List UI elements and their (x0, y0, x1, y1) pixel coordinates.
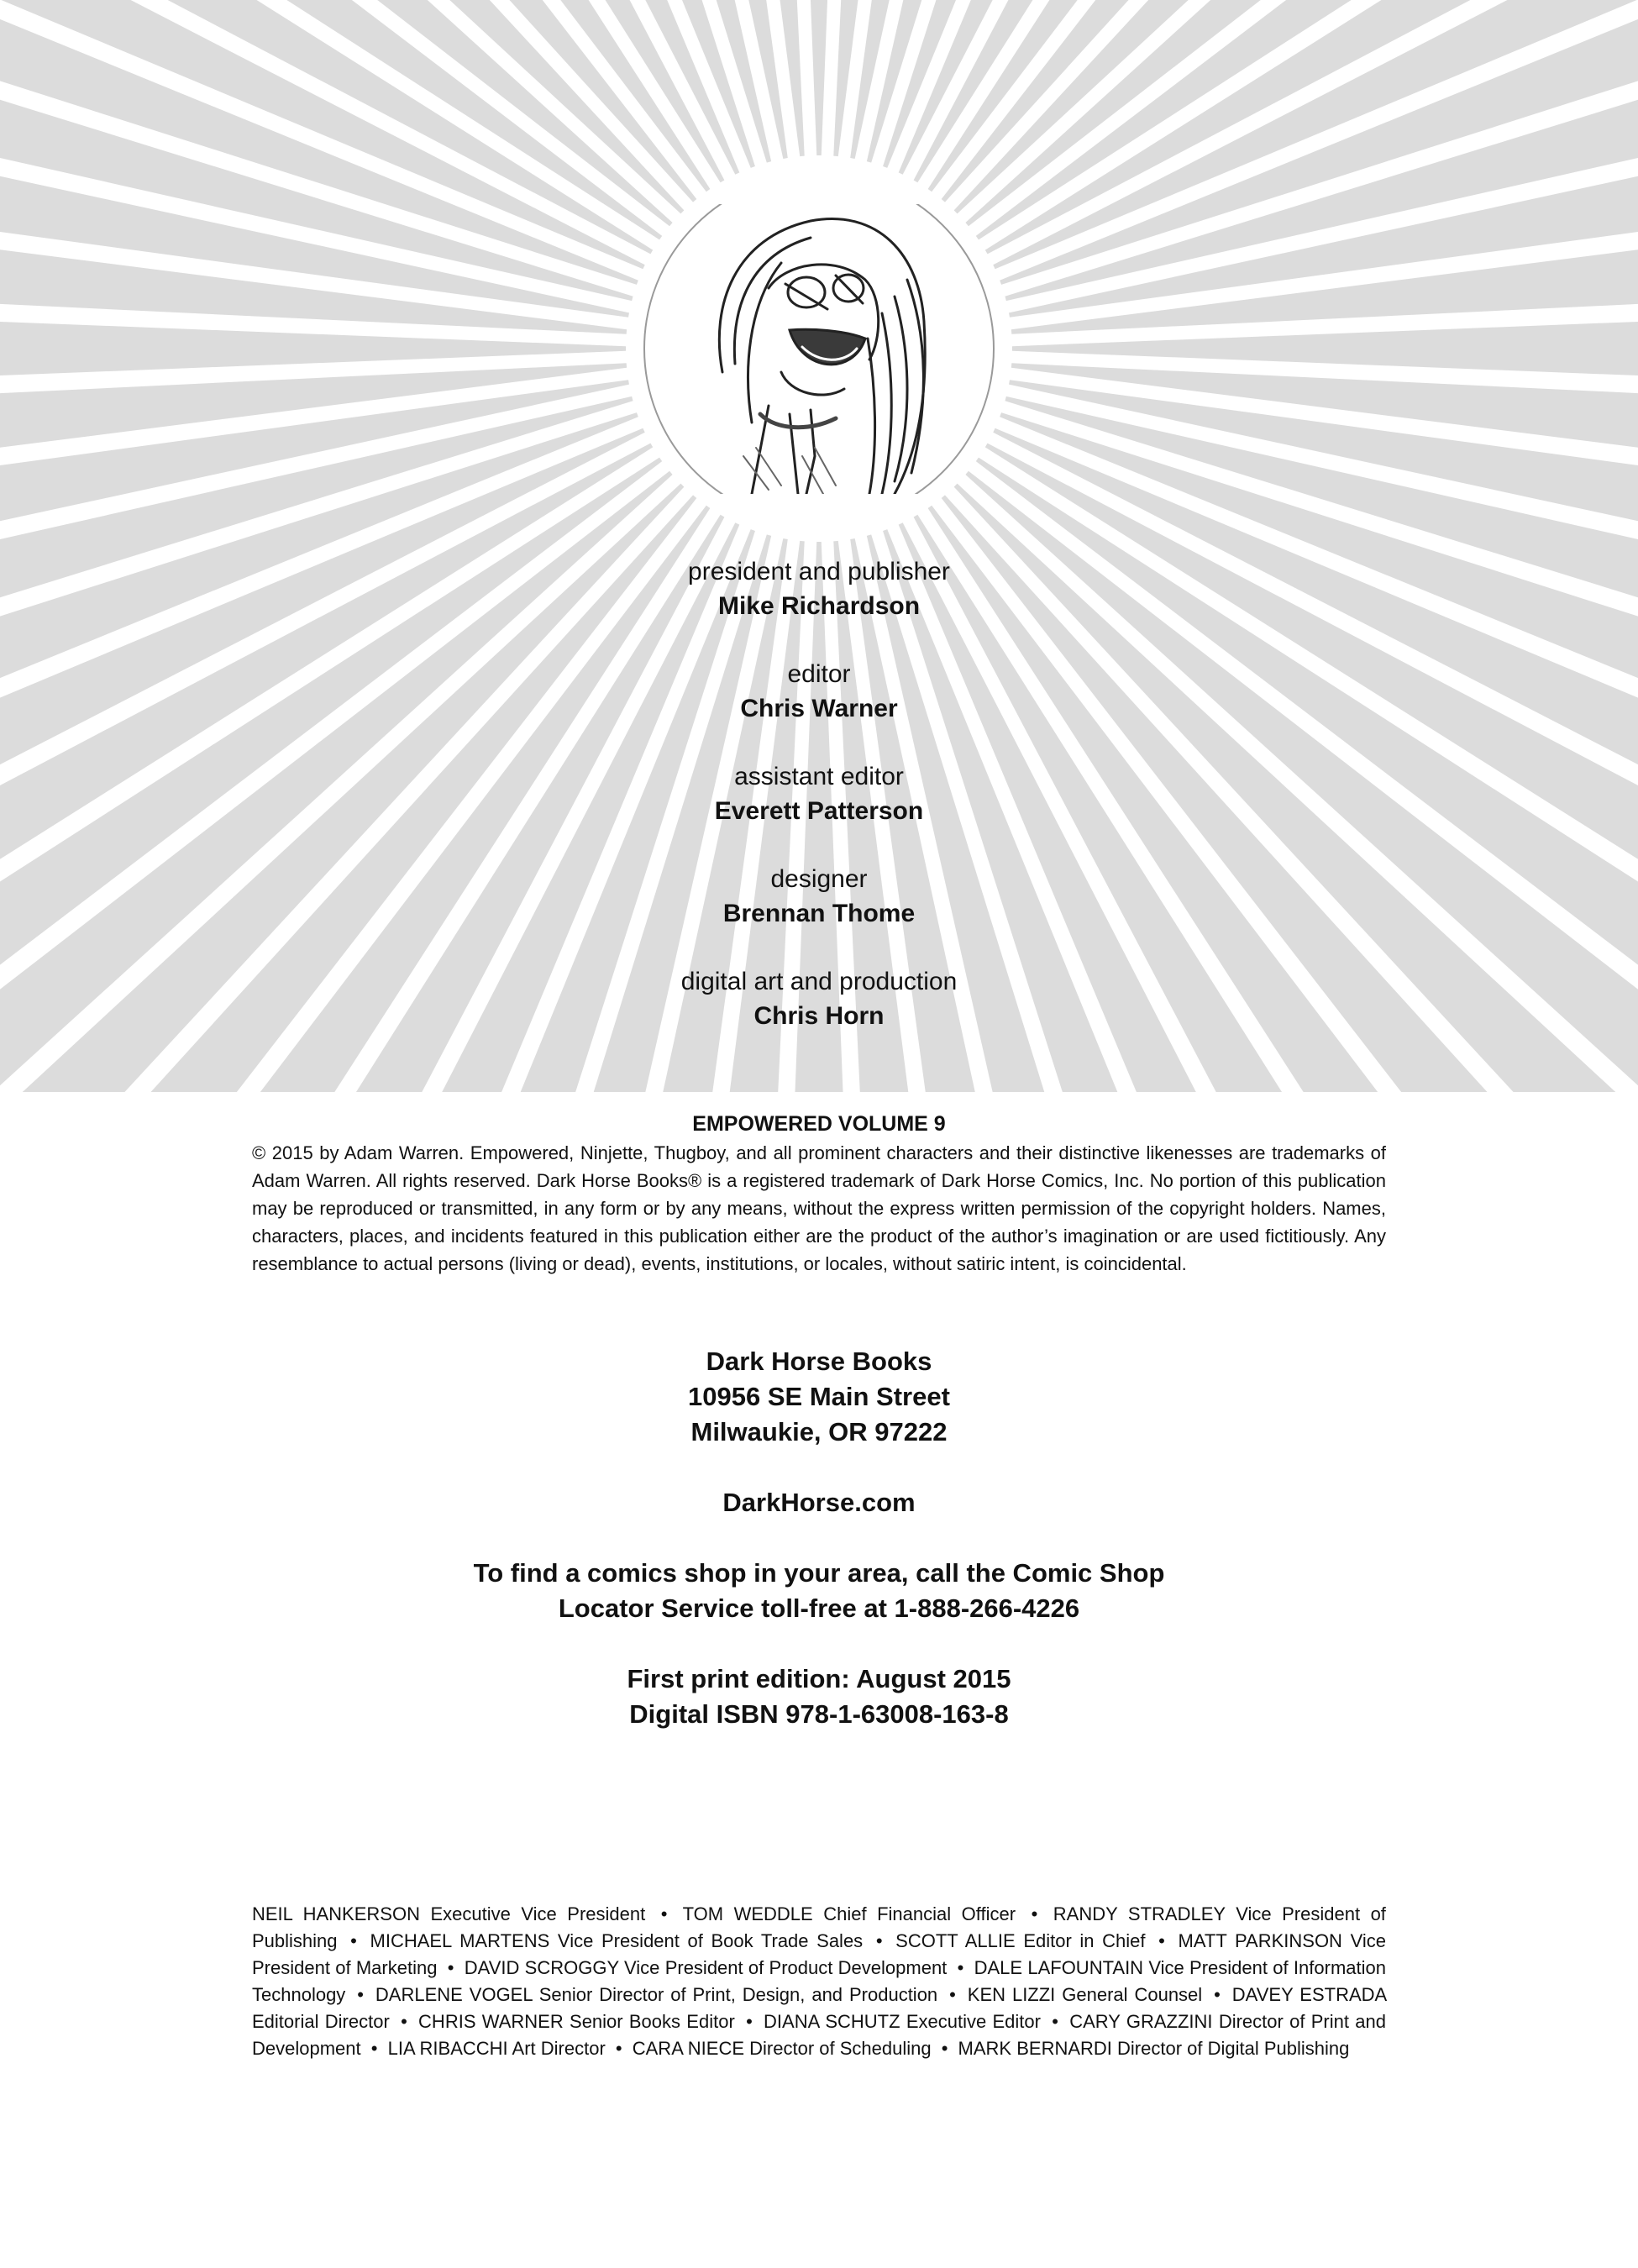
staff-title: Director of Digital Publishing (1117, 2038, 1350, 2059)
edition-info (315, 1662, 1323, 1732)
copyright-text: © 2015 by Adam Warren. Empowered, Ninjette, Thugboy, and all prominent characters and their distinctive likenesses are trademarks of Adam Warren. All rights reserved. Dark Horse Books® is a registered trademark of Dark Horse Comics, Inc. No portion of this publication may be reproduced or transmitted, in any form or by any means, without the express written permission of the copyright holders. Names, characters, places, and incidents featured in this publication either are the product of the author’s imagination or are used fictitiously. Any resemblance to actual persons (living or dead), events, institutions, or locales, without satiric intent, is coincidental. (252, 1142, 1386, 1274)
credit-publisher (483, 554, 1155, 623)
credit-role: designer (770, 865, 868, 893)
credit-assistant-editor (483, 759, 1155, 828)
bullet-separator: • (941, 2038, 948, 2059)
credit-digital-art (483, 964, 1155, 1033)
publisher-website-block (315, 1485, 1323, 1520)
comic-shop-locator (315, 1556, 1323, 1626)
staff-entry (968, 1984, 1202, 2005)
staff-name: DAVID SCROGGY (464, 1957, 619, 1978)
bullet-separator: • (615, 2038, 622, 2059)
credit-name: Chris Horn (753, 1002, 885, 1030)
staff-name: CHRIS WARNER (418, 2011, 564, 2032)
staff-title: Art Director (512, 2038, 606, 2059)
staff-entry (388, 2038, 606, 2059)
staff-name: MATT PARKINSON (1178, 1930, 1342, 1951)
staff-name: NEIL HANKERSON (252, 1903, 420, 1924)
staff-entry (958, 2038, 1350, 2059)
bullet-separator: • (357, 1984, 364, 2005)
character-portrait-icon (643, 204, 995, 494)
bullet-separator: • (746, 2011, 753, 2032)
staff-name: MICHAEL MARTENS (370, 1930, 550, 1951)
bullet-separator: • (660, 1903, 668, 1924)
publisher-address (315, 1344, 1323, 1450)
locator-line-1: To find a comics shop in your area, call the Comic Shop (473, 1558, 1165, 1588)
staff-name: MARK BERNARDI (958, 2038, 1112, 2059)
book-title: EMPOWERED VOLUME 9 (692, 1112, 946, 1136)
staff-title: Vice President of Information Technology (252, 1957, 1386, 2005)
publisher-info (315, 1344, 1323, 1767)
bullet-separator: • (1052, 2011, 1058, 2032)
publisher-street: 10956 SE Main Street (688, 1382, 950, 1411)
bullet-separator: • (1214, 1984, 1221, 2005)
staff-list (252, 1901, 1386, 2062)
bullet-separator: • (1031, 1903, 1038, 1924)
staff-title: Director of Print and Development (252, 2011, 1386, 2059)
staff-entry (418, 2011, 735, 2032)
edition-line: First print edition: August 2015 (627, 1664, 1011, 1693)
staff-name: TOM WEDDLE (682, 1903, 813, 1924)
publisher-website: DarkHorse.com (722, 1488, 916, 1517)
staff-entry (465, 1957, 948, 1978)
staff-title: Executive Vice President (430, 1903, 646, 1924)
bullet-separator: • (401, 2011, 407, 2032)
bullet-separator: • (875, 1930, 883, 1951)
staff-entry (895, 1930, 1145, 1951)
credit-role: editor (787, 660, 851, 688)
bullet-separator: • (949, 1984, 956, 2005)
bullet-separator: • (350, 1930, 357, 1951)
credits (483, 554, 1155, 1067)
staff-name: RANDY STRADLEY (1053, 1903, 1226, 1924)
bullet-separator: • (957, 1957, 964, 1978)
staff-name: KEN LIZZI (967, 1984, 1056, 2005)
staff-title: Chief Financial Officer (823, 1903, 1016, 1924)
bullet-separator: • (370, 2038, 378, 2059)
credit-role: assistant editor (734, 763, 904, 790)
staff-entry (633, 2038, 932, 2059)
credit-name: Everett Patterson (714, 797, 924, 825)
staff-title: Senior Books Editor (570, 2011, 735, 2032)
staff-entry (370, 1930, 864, 1951)
staff-title: Vice President of Product Development (624, 1957, 948, 1978)
staff-name: CARY GRAZZINI (1069, 2011, 1213, 2032)
bullet-separator: • (447, 1957, 454, 1978)
staff-entry (252, 1903, 645, 1924)
staff-title: Editorial Director (252, 2011, 390, 2032)
staff-title: Vice President of Book Trade Sales (557, 1930, 864, 1951)
staff-name: DARLENE VOGEL (375, 1984, 533, 2005)
staff-title: General Counsel (1062, 1984, 1203, 2005)
credit-role: president and publisher (688, 558, 950, 585)
bullet-separator: • (1158, 1930, 1165, 1951)
staff-title: Director of Scheduling (749, 2038, 932, 2059)
publisher-name: Dark Horse Books (706, 1347, 932, 1376)
staff-name: DAVEY ESTRADA (1231, 1984, 1386, 2005)
staff-title: Executive Editor (906, 2011, 1041, 2032)
credit-role: digital art and production (680, 968, 958, 995)
staff-title: Editor in Chief (1023, 1930, 1146, 1951)
staff-title: Senior Director of Print, Design, and Production (538, 1984, 938, 2005)
publisher-city: Milwaukie, OR 97222 (690, 1417, 948, 1446)
staff-title: Vice President of Marketing (252, 1930, 1386, 1978)
credit-name: Brennan Thome (722, 900, 916, 927)
staff-name: CARA NIECE (632, 2038, 745, 2059)
staff-name: DALE LAFOUNTAIN (974, 1957, 1144, 1978)
staff-entry (683, 1903, 1016, 1924)
copyright-block (252, 1109, 1386, 1278)
credit-editor (483, 657, 1155, 726)
credit-designer (483, 862, 1155, 931)
staff-entry (764, 2011, 1041, 2032)
isbn-line: Digital ISBN 978-1-63008-163-8 (629, 1699, 1009, 1729)
staff-entry (375, 1984, 937, 2005)
locator-line-2: Locator Service toll-free at 1-888-266-4226 (558, 1593, 1080, 1623)
staff-name: LIA RIBACCHI (387, 2038, 508, 2059)
staff-name: SCOTT ALLIE (895, 1930, 1016, 1951)
credit-name: Mike Richardson (717, 592, 921, 620)
staff-title: Vice President of Publishing (252, 1903, 1386, 1951)
credit-name: Chris Warner (740, 695, 898, 722)
staff-name: DIANA SCHUTZ (764, 2011, 900, 2032)
